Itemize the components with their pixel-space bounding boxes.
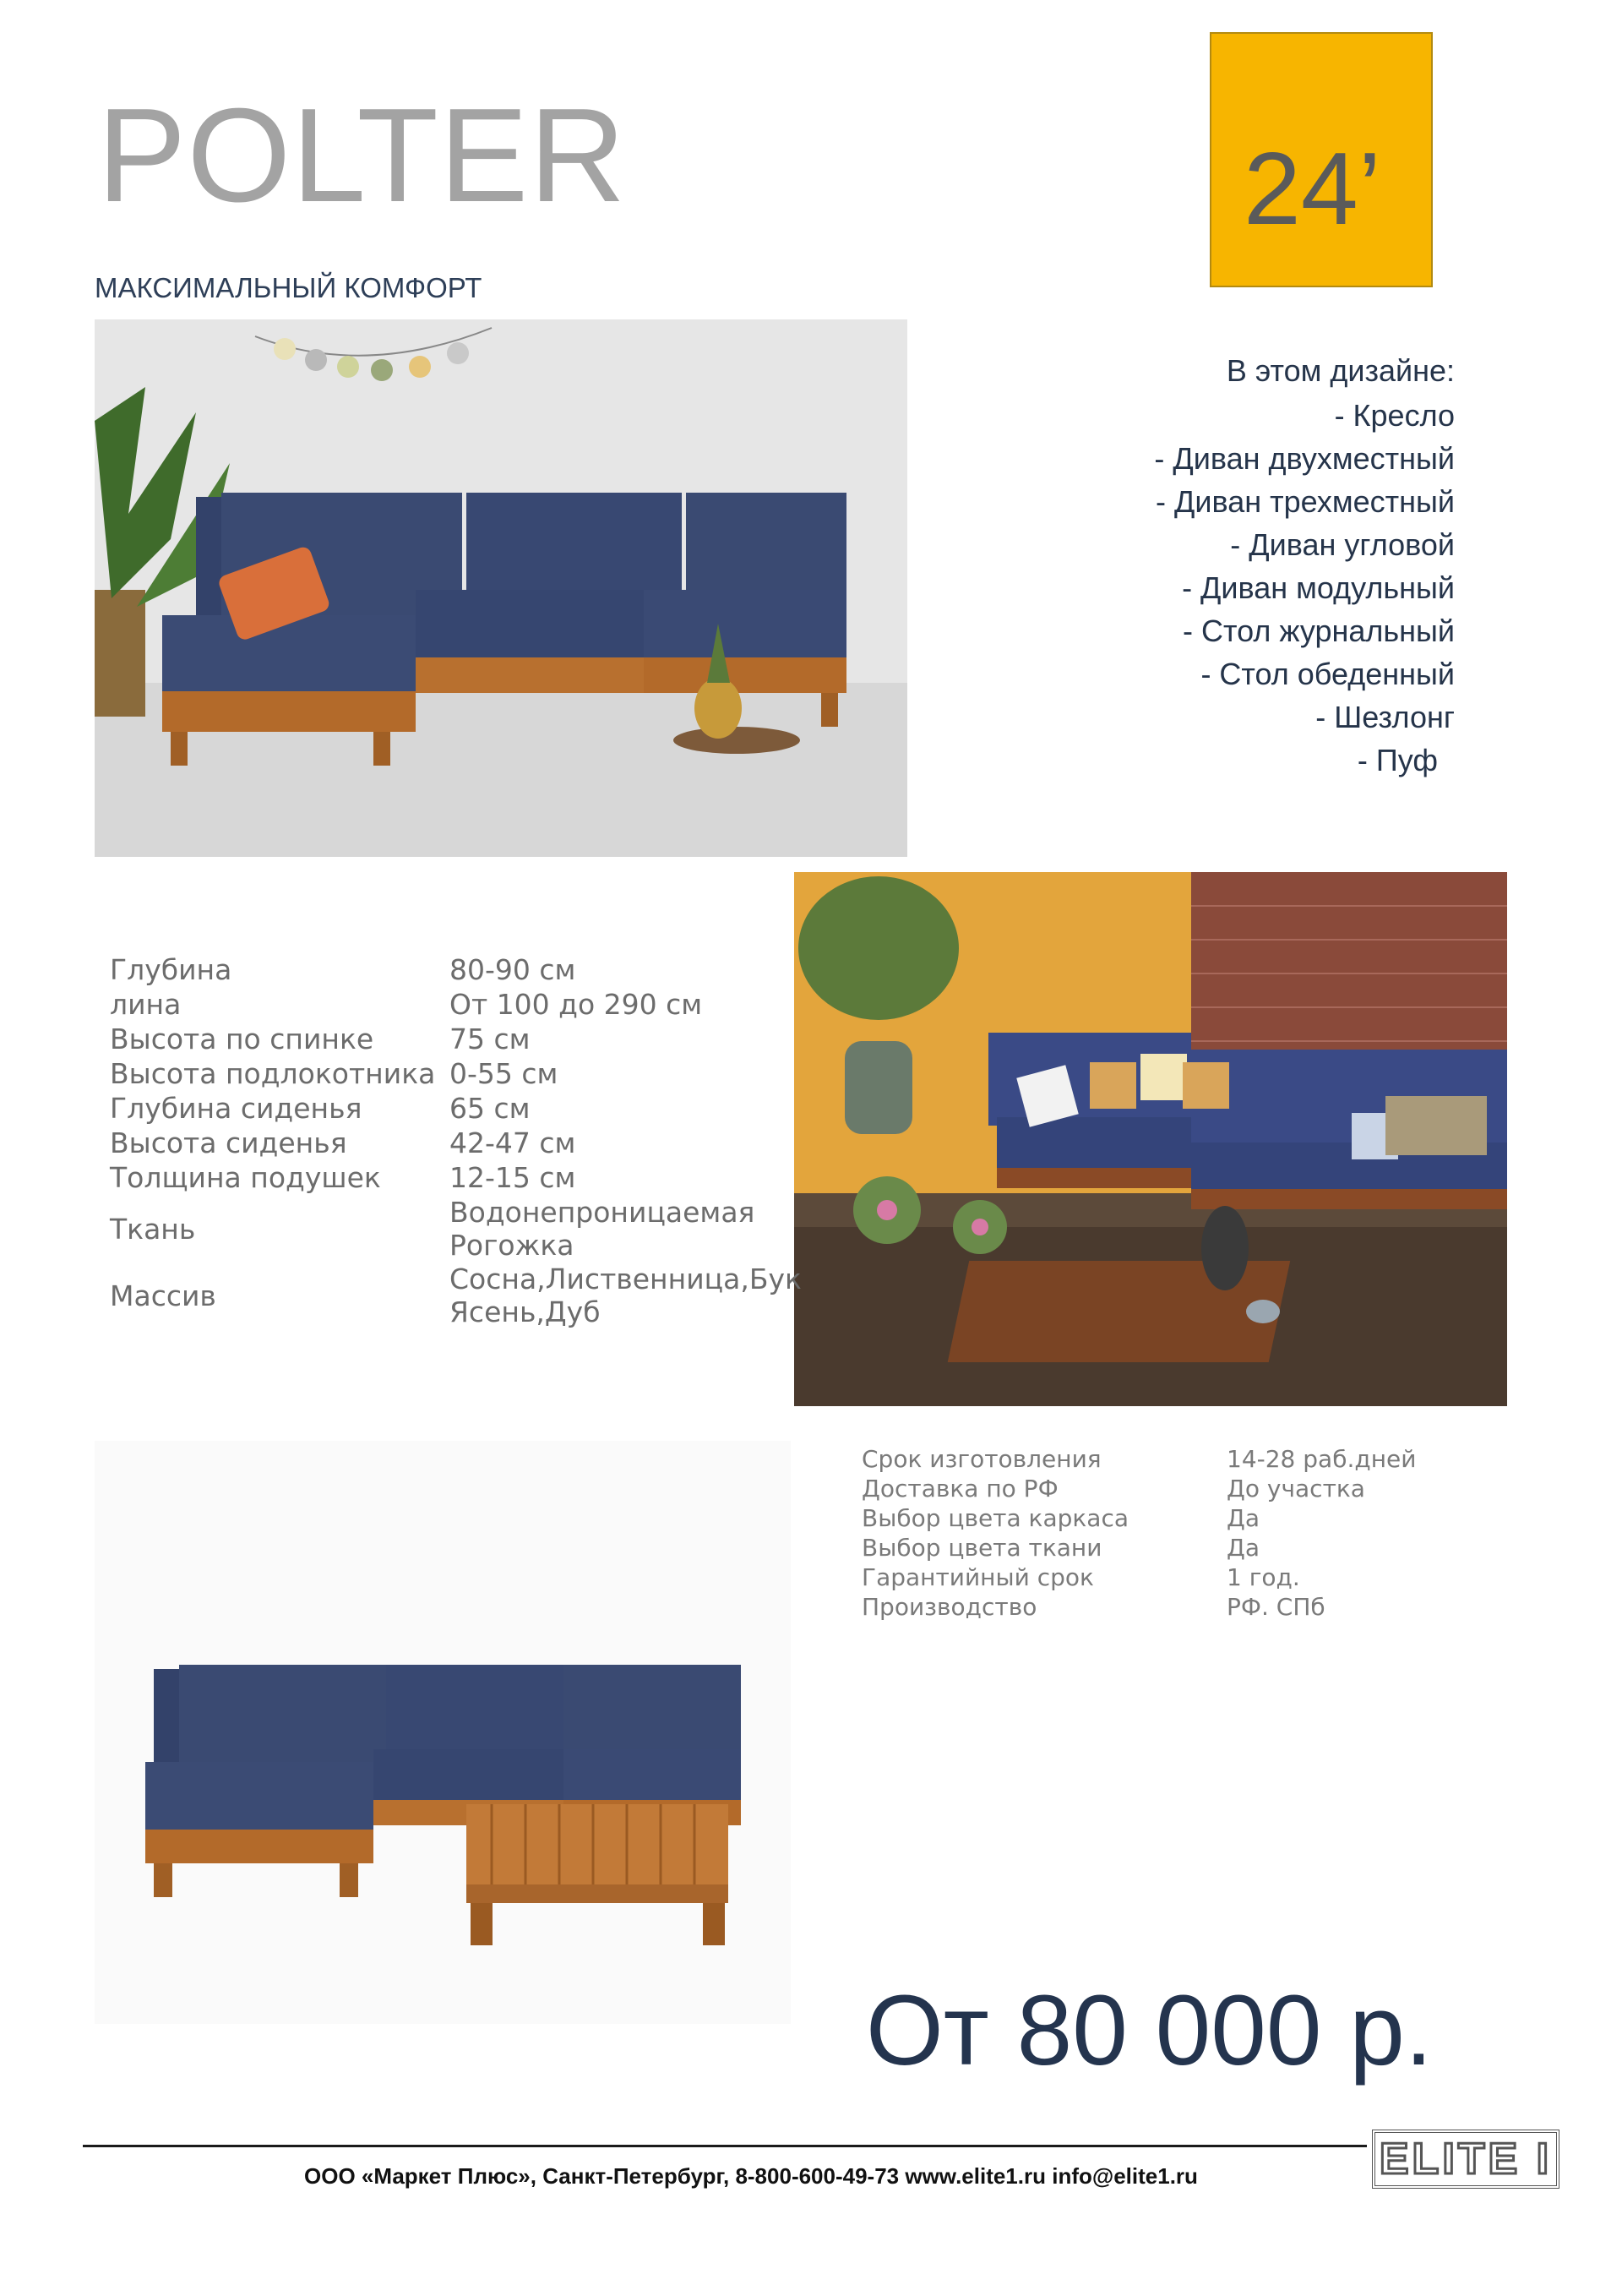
spec-label: Глубина сиденья [110,1092,362,1125]
term-row [862,1504,1260,1532]
elite-logo [1372,2130,1559,2189]
spec-value: Водонепроницаемая [449,1196,755,1229]
product-subtitle: МАКСИМАЛЬНЫЙ КОМФОРТ [95,272,482,303]
spec-value: Ясень,Дуб [449,1295,601,1328]
term-value: РФ. СПб [1227,1593,1325,1621]
footer-divider [83,2145,1367,2147]
spec-value: 0-55 см [449,1057,558,1090]
spec-value: 65 см [449,1092,531,1125]
spec-value: 80-90 см [449,953,576,986]
product-title: POLTER [97,81,627,230]
spec-value: 12-15 см [449,1161,576,1194]
design-item: - Пуф [1357,743,1438,777]
term-row [862,1593,1325,1621]
spec-label: Массив [110,1279,216,1312]
spec-value: Сосна,Лиственница,Бук [449,1263,802,1295]
term-label: Гарантийный срок [862,1563,1094,1591]
design-item: - Диван двухместный [1154,441,1455,476]
spec-label: Высота по спинке [110,1023,374,1055]
term-value: 1 год. [1227,1563,1300,1591]
photo-sofa-set [95,1441,791,2024]
term-label: Доставка по РФ [862,1475,1059,1502]
design-item: - Диван угловой [1230,527,1455,562]
spec-label: Толщина подушек [110,1161,381,1194]
term-row [862,1534,1260,1562]
photo-terrace [794,872,1507,1406]
spec-label: Глубина [110,953,232,986]
design-item: - Стол обеденный [1200,657,1455,691]
spec-value: Рогожка [449,1229,574,1262]
spec-value: От 100 до 290 см [449,988,703,1021]
spec-value: 42-47 см [449,1126,576,1159]
spec-label: Ткань [110,1213,196,1246]
badge-24 [1210,32,1433,287]
term-value: 14-28 раб.дней [1227,1445,1417,1473]
design-item: - Кресло [1334,398,1455,433]
price: От 80 000 р. [866,1975,1433,2086]
term-row [862,1445,1417,1473]
term-row [862,1563,1300,1591]
term-label: Выбор цвета ткани [862,1534,1102,1562]
term-value: Да [1227,1504,1260,1532]
spec-label: лина [110,988,182,1021]
spec-label: Высота подлокотника [110,1057,436,1090]
term-label: Выбор цвета каркаса [862,1504,1129,1532]
spec-label: Высота сиденья [110,1126,347,1159]
badge-text: 24’ [1244,131,1381,246]
design-list-heading: В этом дизайне: [1226,353,1455,388]
design-item: - Шезлонг [1315,700,1455,734]
design-item: - Диван модульный [1182,570,1455,605]
footer-contacts: ООО «Маркет Плюс», Санкт-Петербург, 8-800-600-49-73 www.elite1.ru info@elite1.ru [304,2163,1198,2189]
design-list [1154,353,1455,782]
design-item: - Стол журнальный [1183,614,1455,648]
logo-text: ELITE I [1379,2135,1553,2184]
design-item: - Диван трехместный [1156,484,1455,519]
photo-sofa-interior [95,319,907,857]
term-label: Срок изготовления [862,1445,1102,1473]
term-label: Производство [862,1593,1037,1621]
term-row [862,1475,1365,1502]
spec-value: 75 см [449,1023,531,1055]
term-value: Да [1227,1534,1260,1562]
term-value: До участка [1227,1475,1365,1502]
